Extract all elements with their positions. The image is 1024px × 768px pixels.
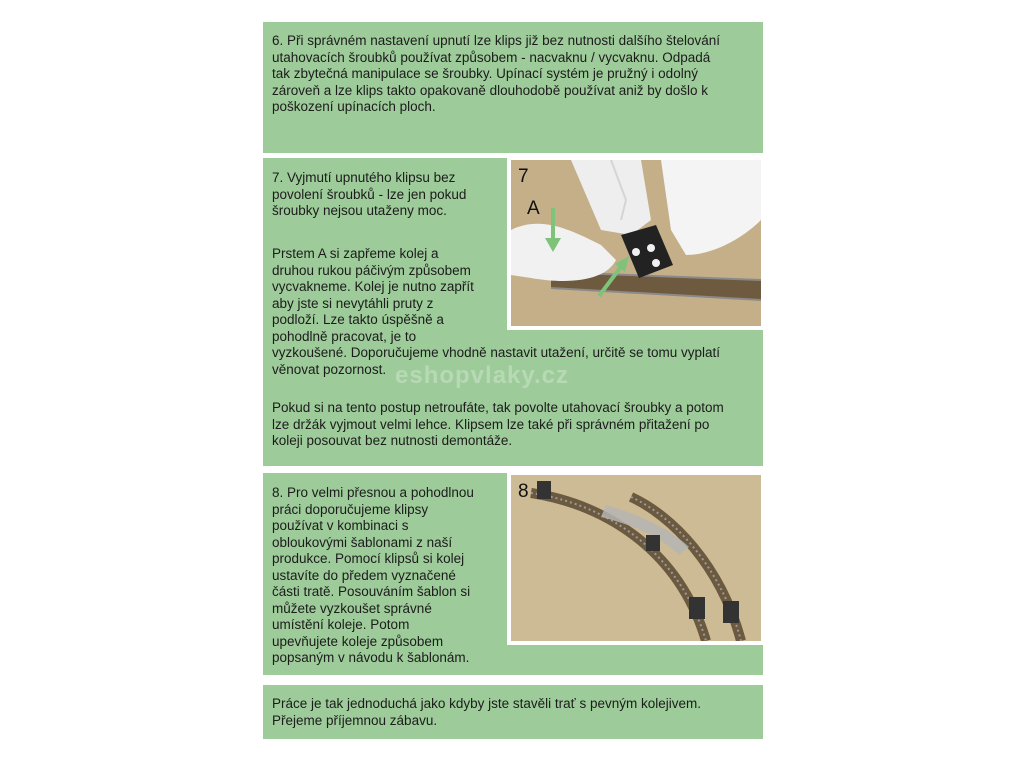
photo-8-number: 8 xyxy=(518,481,529,502)
watermark: eshopvlaky.cz xyxy=(395,362,569,389)
photo-7 xyxy=(507,156,765,330)
section-7-body-part2: vyzkoušené. Doporučujeme vhodně nastavit utažení, určitě se tomu vyplatí věnovat pozornost. xyxy=(272,345,720,377)
photo-7-letter: A xyxy=(527,198,540,219)
section-7-intro: 7. Vyjmutí upnutého klipsu bez povolení šroubků - lze jen pokud šroubky nejsou utaženy moc. xyxy=(272,170,467,218)
photo-8-illustration xyxy=(511,475,761,641)
footer-text: Práce je tak jednoduchá jako kdyby jste stavěli trať s pevným kolejivem. Přejeme příjemnou zábavu. xyxy=(272,696,702,728)
section-7-paragraph-3: Pokud si na tento postup netroufáte, tak povolte utahovací šroubky a potom lze držák vyjmout velmi lehce. Klipsem lze také při správném přitažení po koleji posouvat bez nutnosti demontáže. xyxy=(272,400,724,448)
section-7-body-part1: Prstem A si zapřeme kolej a druhou rukou páčivým způsobem vycvakneme. Kolej je nutno zapřít aby jste si nevytáhli pruty z podloží. Lze takto úspěšně a pohodlně pracovat, je to xyxy=(272,246,474,344)
photo-7-illustration xyxy=(511,160,761,326)
section-6-text: 6. Při správném nastavení upnutí lze klips již bez nutnosti dalšího štelování utahovacích šroubků používat způsobem - nacvaknu / vycvaknu. Odpadá tak zbytečná manipulace se šroubky. Upínací systém je pružný i odolný zároveň a lze klips takto opakovaně dlouhodobě používat aniž by došlo k poškození upínacích ploch. xyxy=(272,33,720,114)
photo-7-number: 7 xyxy=(518,166,529,187)
photo-8 xyxy=(507,471,765,645)
section-8-text: 8. Pro velmi přesnou a pohodlnou práci doporučujeme klipsy používat v kombinaci s obloukovými šablonami z naší produkce. Pomocí klipsů si kolej ustavíte do předem vyznačené části tratě. Posouváním šablon si můžete vyzkoušet správné umístění koleje. Potom upevňujete koleje způsobem popsaným v návodu k šablonám. xyxy=(272,485,474,665)
